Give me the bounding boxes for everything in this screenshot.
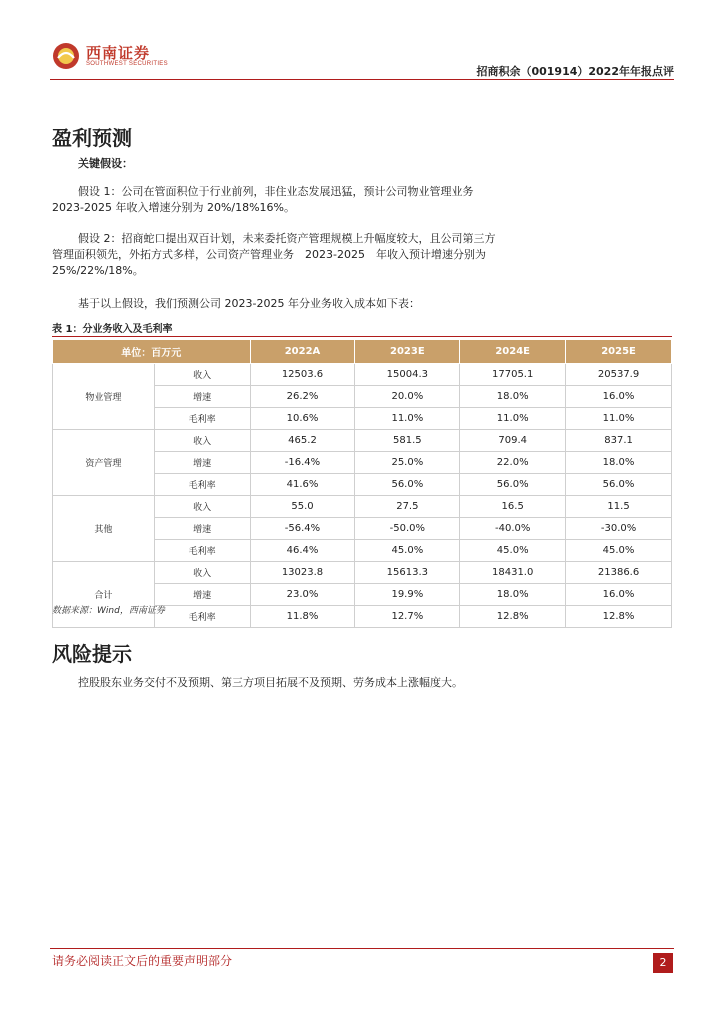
value-cell: 11.5 [566,496,672,518]
metric-label: 收入 [154,430,250,452]
value-cell: 45.0% [460,540,566,562]
metric-label: 毛利率 [154,408,250,430]
value-cell: 12.8% [460,606,566,628]
table-caption-divider [52,336,672,337]
metric-label: 增速 [154,518,250,540]
value-cell: 18431.0 [460,562,566,584]
value-cell: -50.0% [355,518,460,540]
table-body [53,364,672,628]
page-header [50,40,674,80]
value-cell: 45.0% [355,540,460,562]
assumption-2 [52,231,676,279]
value-cell: 21386.6 [566,562,672,584]
value-cell: 26.2% [250,386,355,408]
value-cell: 41.6% [250,474,355,496]
value-cell: 15004.3 [355,364,460,386]
value-cell: 56.0% [566,474,672,496]
assumption-2-line-3: 25%/22%/18%。 [52,264,144,277]
forecast-section-title: 盈利预测 [52,126,132,150]
metric-label: 收入 [154,562,250,584]
footer-disclaimer-note: 请务必阅读正文后的重要声明部分 [52,954,233,968]
value-cell: 17705.1 [460,364,566,386]
value-cell: 11.0% [460,408,566,430]
assumption-1-line-1: 假设 1：公司在管面积位于行业前列，非住业态发展迅猛，预计公司物业管理业务 [78,185,474,198]
assumption-1-line-2: 2023-2025 年收入增速分别为 20%/18%16%。 [52,201,296,214]
metric-label: 增速 [154,584,250,606]
value-cell: 55.0 [250,496,355,518]
value-cell: -56.4% [250,518,355,540]
segment-name: 合计 [53,562,155,628]
logo-cn-text: 西南证券 [86,44,151,62]
table-row [53,496,672,518]
value-cell: 11.0% [566,408,672,430]
segment-name: 物业管理 [53,364,155,430]
value-cell: -30.0% [566,518,672,540]
value-cell: 18.0% [460,386,566,408]
value-cell: 837.1 [566,430,672,452]
header-divider [50,79,674,80]
page-number: 2 [653,953,673,973]
table-row [53,430,672,452]
value-cell: 465.2 [250,430,355,452]
value-cell: -16.4% [250,452,355,474]
data-source: 数据来源：Wind，西南证券 [52,606,165,616]
segment-name: 资产管理 [53,430,155,496]
logo-en-text: SOUTHWEST SECURITIES [86,61,168,67]
value-cell: 23.0% [250,584,355,606]
column-header: 2024E [460,340,566,364]
value-cell: 13023.8 [250,562,355,584]
risk-text: 控股股东业务交付不及预期、第三方项目拓展不及预期、劳务成本上涨幅度大。 [78,676,463,689]
value-cell: 16.0% [566,584,672,606]
value-cell: 18.0% [566,452,672,474]
value-cell: 25.0% [355,452,460,474]
value-cell: 11.0% [355,408,460,430]
metric-label: 增速 [154,386,250,408]
value-cell: -40.0% [460,518,566,540]
value-cell: 709.4 [460,430,566,452]
table-row [53,562,672,584]
table-row [53,364,672,386]
metric-label: 收入 [154,364,250,386]
footer-divider [50,948,674,949]
unit-header: 单位：百万元 [53,340,251,364]
value-cell: 27.5 [355,496,460,518]
company-logo [52,40,212,76]
risk-section-title: 风险提示 [52,642,132,666]
value-cell: 19.9% [355,584,460,606]
metric-label: 毛利率 [154,474,250,496]
metric-label: 毛利率 [154,540,250,562]
assumption-1 [52,184,676,216]
value-cell: 10.6% [250,408,355,430]
assumption-2-line-2: 管理面积领先，外拓方式多样，公司资产管理业务 2023-2025 年收入预计增速分别为 [52,248,486,261]
value-cell: 15613.3 [355,562,460,584]
value-cell: 46.4% [250,540,355,562]
table-caption: 表 1：分业务收入及毛利率 [52,324,173,335]
revenue-margin-table [52,339,672,628]
value-cell: 56.0% [460,474,566,496]
value-cell: 20537.9 [566,364,672,386]
value-cell: 11.8% [250,606,355,628]
logo-mark-icon [52,42,80,70]
value-cell: 56.0% [355,474,460,496]
metric-label: 毛利率 [154,606,250,628]
value-cell: 16.0% [566,386,672,408]
column-header: 2023E [355,340,460,364]
value-cell: 581.5 [355,430,460,452]
value-cell: 12.8% [566,606,672,628]
table-header-row [53,340,672,364]
value-cell: 18.0% [460,584,566,606]
metric-label: 增速 [154,452,250,474]
forecast-summary: 基于以上假设，我们预测公司 2023-2025 年分业务收入成本如下表： [78,297,420,310]
key-assumptions-label: 关键假设： [78,157,133,170]
value-cell: 45.0% [566,540,672,562]
value-cell: 20.0% [355,386,460,408]
value-cell: 22.0% [460,452,566,474]
metric-label: 收入 [154,496,250,518]
value-cell: 12503.6 [250,364,355,386]
assumption-2-line-1: 假设 2：招商蛇口提出双百计划，未来委托资产管理规模上升幅度较大，且公司第三方 [78,232,496,245]
report-title: 招商积余（001914）2022年年报点评 [476,65,674,78]
column-header: 2022A [250,340,355,364]
value-cell: 16.5 [460,496,566,518]
column-header: 2025E [566,340,672,364]
segment-name: 其他 [53,496,155,562]
value-cell: 12.7% [355,606,460,628]
